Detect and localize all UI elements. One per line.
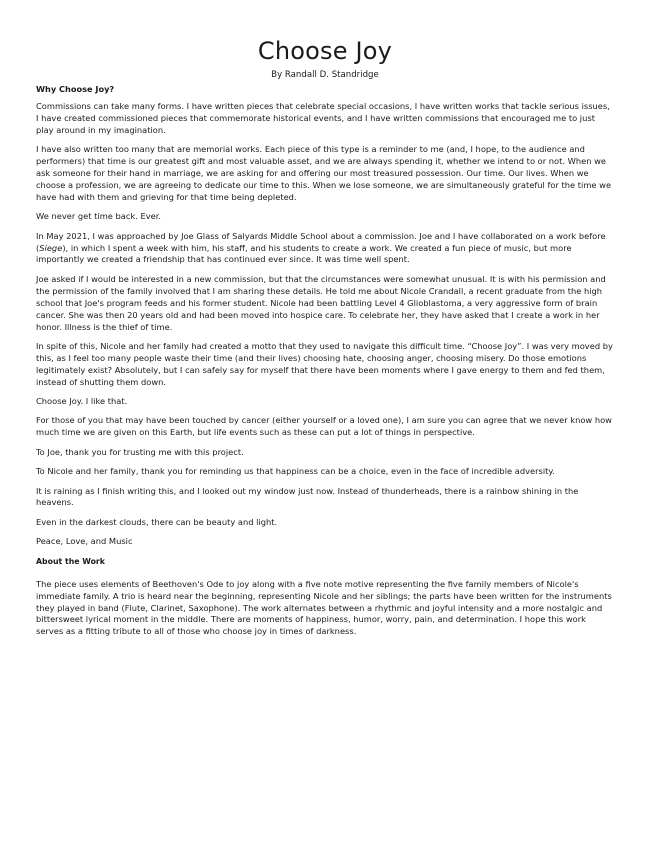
document-title: Choose Joy <box>257 37 393 65</box>
section-heading-about-the-work: About the Work <box>36 556 105 566</box>
paragraph: I have also written too many that are memorial works. Each piece of this type is a reminder to me (and, I hope, to the audience and performers) that time is our greatest gift and most valuable asset, and we are always spending it, whether we intend to or not. When we ask someone for their hand in marriage, we are asking for and offering our most treasured possession. Our time. Our lives. When we choose a profession, we are agreeing to dedicate our time to this. When we lose someone, we are simultaneously grateful for the time we have had with them and grieving for that time being depleted. <box>36 144 612 202</box>
paragraph: Choose Joy. I like that. <box>36 396 128 407</box>
paragraph-text: In May 2021, I was approached by Joe Glass of Salyards Middle School about a commission. Joe and I have collaborated on a work before ( <box>36 230 606 253</box>
paragraph: To Nicole and her family, thank you for reminding us that happiness can be a choice, even in the face of incredible adversity. <box>36 466 555 477</box>
italic-work-title: Siege <box>39 242 63 253</box>
document-page <box>36 36 614 646</box>
paragraph: To Joe, thank you for trusting me with this project. <box>36 446 244 457</box>
paragraph: Even in the darkest clouds, there can be beauty and light. <box>36 516 278 527</box>
section-heading-why-choose-joy: Why Choose Joy? <box>36 84 115 94</box>
paragraph: In spite of this, Nicole and her family had created a motto that they used to navigate this difficult time. “Choose Joy”. I was very moved by this, as I feel too many people waste their time (and their lives) choosing hate, choosing anger, choosing misery. Do those emotions legitimately exist? Absolutely, but I can safely say for myself that there have been moments where I gave energy to them and fed them, instead of shutting them down. <box>36 340 613 387</box>
sign-off: Peace, Love, and Music <box>36 536 133 547</box>
paragraph: It is raining as I finish writing this, and I looked out my window just now. Instead of thunderheads, there is a rainbow shining in the heavens. <box>36 485 579 508</box>
paragraph-commission <box>36 231 614 267</box>
author-byline: By Randall D. Standridge <box>271 70 379 80</box>
paragraph: Joe asked if I would be interested in a new commission, but that the circumstances were somewhat unusual. It is with his permission and the permission of the family involved that I am sharing these details. He told me about Nicole Crandall, a recent graduate from the high school that Joe's program feeds and his former student. Nicole had been battling Level 4 Glioblastoma, a very aggressive form of brain cancer. She was then 20 years old and had been moved into hospice care. To celebrate her, they have asked that I create a work in her honor. Illness is the thief of time. <box>36 273 606 332</box>
paragraph: Commissions can take many forms. I have written pieces that celebrate special occasions, I have written works that tackle serious issues, I have created commissioned pieces that commemorate historical events, and I have written commissions that encouraged me to just play around in my imagination. <box>36 101 610 135</box>
paragraph: We never get time back. Ever. <box>36 211 162 222</box>
about-paragraph: The piece uses elements of Beethoven's Ode to joy along with a five note motive representing the five family members of Nicole's immediate family. A trio is heard near the beginning, representing Nicole and her siblings; the parts have been written for the instruments they played in band (Flute, Clarinet, Saxophone). The work alternates between a rhythmic and joyful intensity and a more nostalgic and bittersweet lyrical moment in the middle. There are moments of happiness, humor, worry, pain, and determination. I hope this work serves as a fitting tribute to all of those who choose joy in times of darkness. <box>36 578 612 637</box>
paragraph: For those of you that may have been touched by cancer (either yourself or a loved one), I am sure you can agree that we never know how much time we are given on this Earth, but life events such as these can put a lot of things in perspective. <box>36 415 612 438</box>
paragraph-text: ), in which I spent a week with him, his staff, and his students to create a work. We created a fun piece of music, but more importantly we created a friendship that has continued ever since. It was time well spent. <box>36 242 572 265</box>
